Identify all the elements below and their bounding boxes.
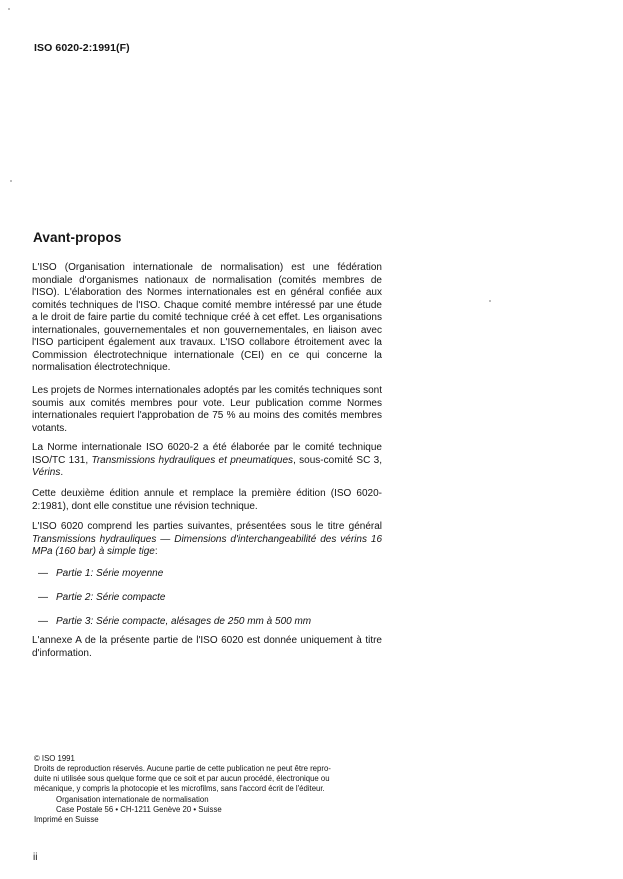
printed-in: Imprimé en Suisse	[34, 815, 99, 824]
copyright-line: © ISO 1991	[34, 754, 75, 763]
organization-name: Organisation internationale de normalisation	[56, 795, 209, 804]
page-number: ii	[33, 852, 38, 863]
paragraph-draft-standards: Les projets de Normes internationales adoptés par les comités techniques sont soumis aux comités membres pour vote. Leur publication comme Normes internationales requiert l'approbation de 75 % au moins des comités membres votants.	[32, 385, 382, 434]
scan-speck	[10, 180, 12, 182]
scan-speck	[489, 300, 491, 302]
rights-line-2: duite ni utilisée sous quelque forme que ce soit et par aucun procédé, électronique ou	[34, 774, 330, 783]
paragraph-iso-intro: L'ISO (Organisation internationale de normalisation) est une fédération mondiale d'organismes nationaux de normalisation (comités membres de l'ISO). L'élaboration des Normes internationales est en général confiée aux comités techniques de l'ISO. Chaque comité membre intéressé par une étude a le droit de faire partie du comité technique créé à cet effet. Les organisations internationales, gouvernementales et non gouvernementales, en liaison avec l'ISO participent également aux travaux. L'ISO collabore étroitement avec la Commission électrotechnique internationale (CEI) en ce qui concerne la normalisation électrotechnique.	[32, 262, 382, 373]
scan-speck	[8, 8, 10, 10]
paragraph-annex: L'annexe A de la présente partie de l'ISO 6020 est donnée uniquement à titre d'information.	[32, 635, 382, 659]
section-title: Avant-propos	[33, 230, 122, 245]
list-item: — Partie 1: Série moyenne	[38, 568, 164, 579]
list-item: — Partie 3: Série compacte, alésages de 250 mm à 500 mm	[38, 616, 312, 627]
paragraph-committee: La Norme internationale ISO 6020-2 a été élaborée par le comité technique ISO/TC 131, Transmissions hydrauliques et pneumatiques, sous-comité SC 3, Vérins.	[32, 442, 382, 478]
paragraph-edition: Cette deuxième édition annule et remplace la première édition (ISO 6020-2:1981), dont elle constitue une révision technique.	[32, 488, 382, 512]
document-id: ISO 6020-2:1991(F)	[34, 42, 130, 54]
postal-address: Case Postale 56 • CH-1211 Genève 20 • Suisse	[56, 805, 222, 814]
paragraph-parts-intro: L'ISO 6020 comprend les parties suivantes, présentées sous le titre général Transmissions hydrauliques — Dimensions d'interchangeabilité des vérins 16 MPa (160 bar) à simple tige:	[32, 521, 382, 557]
rights-line-3: mécanique, y compris la photocopie et les microfilms, sans l'accord écrit de l'éditeur.	[34, 784, 325, 793]
list-item: — Partie 2: Série compacte	[38, 592, 166, 603]
rights-line-1: Droits de reproduction réservés. Aucune partie de cette publication ne peut être repro-	[34, 764, 331, 773]
